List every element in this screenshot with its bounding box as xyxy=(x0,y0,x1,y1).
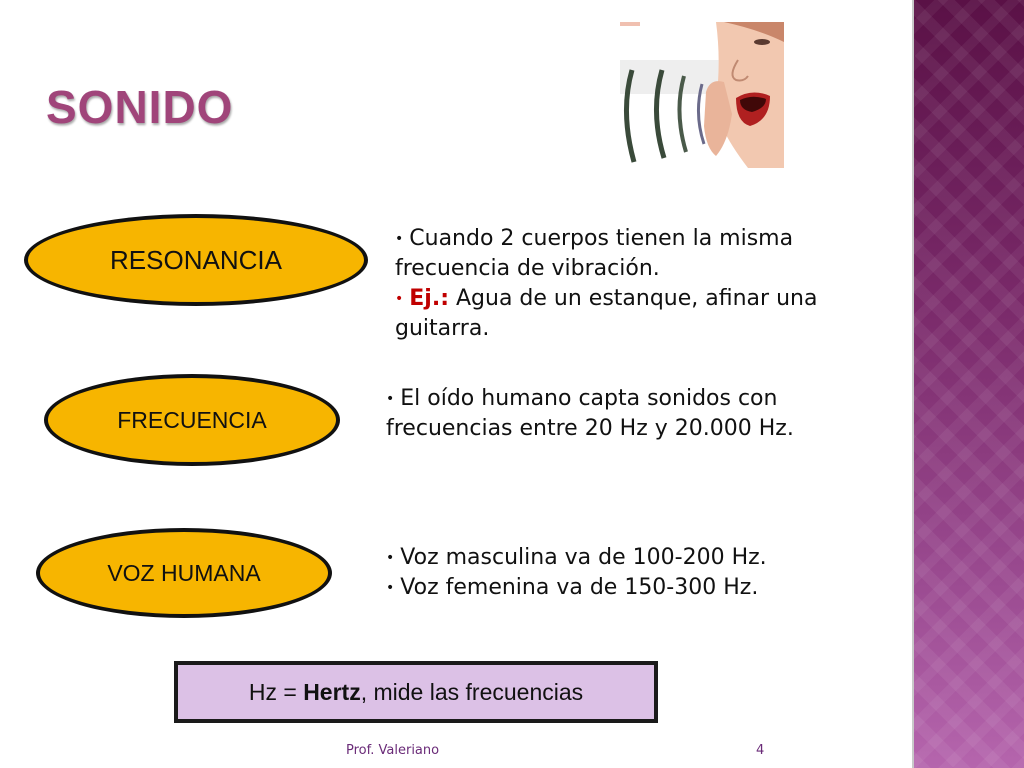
footer-author: Prof. Valeriano xyxy=(346,743,440,758)
bullets-frecuencia xyxy=(386,384,886,444)
bullet-item: • Cuando 2 cuerpos tienen la misma frecuencia de vibración. xyxy=(395,226,794,281)
topic-oval-frecuencia xyxy=(44,374,340,466)
bullet-dot-icon: • xyxy=(386,550,395,566)
bullets-voz-humana xyxy=(386,543,886,603)
bullet-item: • Ej.: Agua de un estanque, afinar una guitarra. xyxy=(395,286,818,341)
topic-label: FRECUENCIA xyxy=(117,406,267,433)
bullet-item: • Voz femenina va de 150-300 Hz. xyxy=(386,575,759,600)
bullets-resonancia xyxy=(395,224,885,344)
hertz-note-box: Hz = Hertz , mide las frecuencias xyxy=(174,661,658,723)
bullet-dot-icon: • xyxy=(386,391,395,407)
shouting-woman-illustration xyxy=(620,22,784,168)
bullet-dot-icon: • xyxy=(395,291,404,307)
topic-label: RESONANCIA xyxy=(110,244,282,275)
bullet-item: • El oído humano capta sonidos con frecuencias entre 20 Hz y 20.000 Hz. xyxy=(386,386,794,441)
bullet-item: • Voz masculina va de 100-200 Hz. xyxy=(386,545,767,570)
bullet-dot-icon: • xyxy=(386,580,395,596)
topic-label: VOZ HUMANA xyxy=(107,559,261,586)
bullet-dot-icon: • xyxy=(395,231,404,247)
topic-oval-resonancia xyxy=(24,214,368,306)
decorative-side-band xyxy=(912,0,1024,768)
topic-oval-voz-humana xyxy=(36,528,332,618)
page-number: 4 xyxy=(756,743,765,758)
slide-title: SONIDO xyxy=(46,81,234,133)
